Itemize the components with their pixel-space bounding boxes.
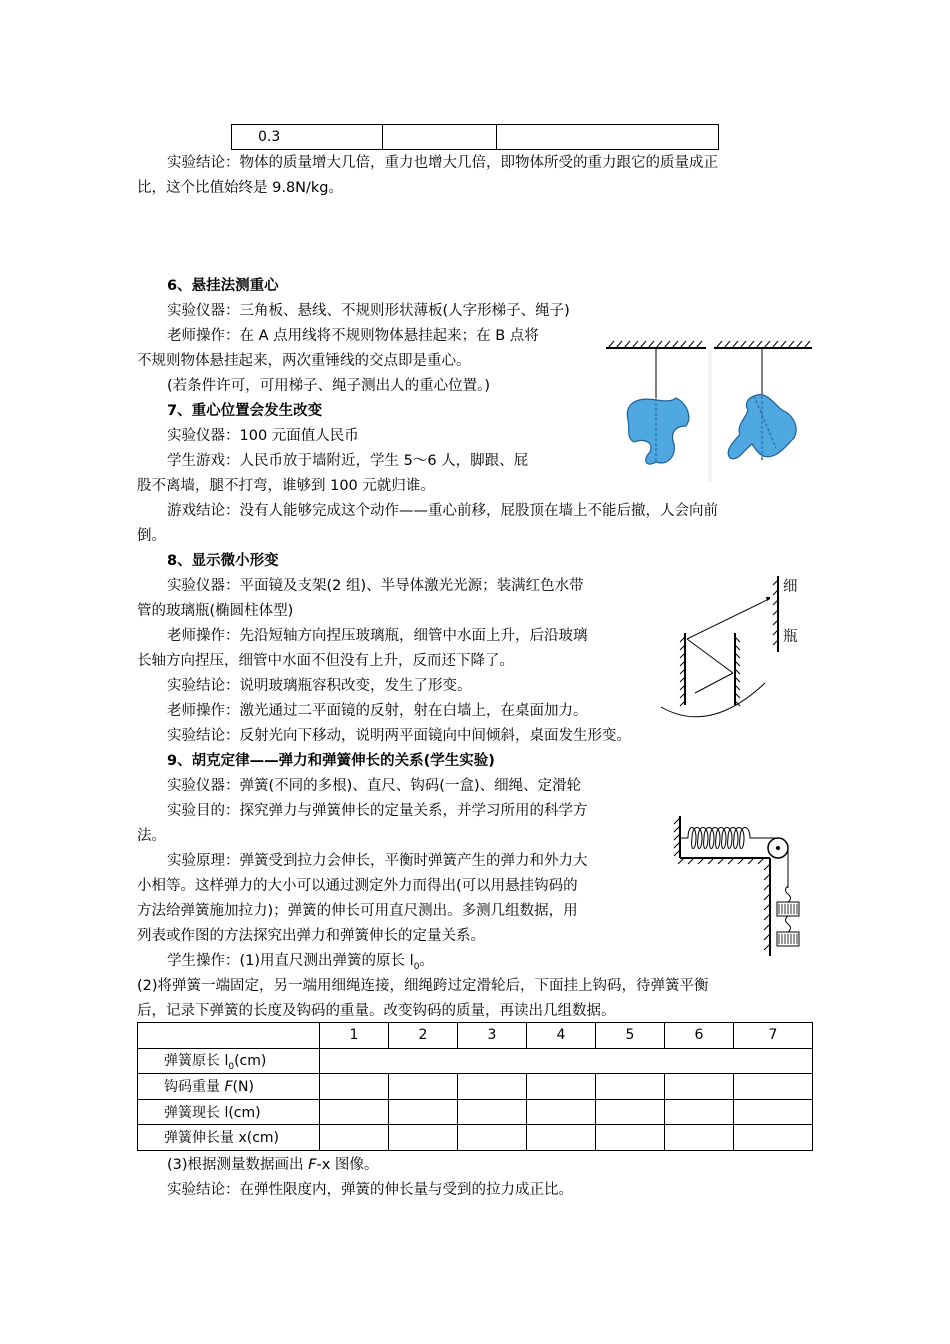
table-cell (734, 1125, 813, 1151)
section5-conclusion-line1: 实验结论：物体的质量增大几倍，重力也增大几倍，即物体所受的重力跟它的质量成正 (167, 155, 718, 171)
section6-note: (若条件许可，可用梯子、绳子测出人的重心位置。) (167, 378, 491, 394)
top-table (231, 124, 719, 150)
row-label-current-length: 弹簧现长 l(cm) (138, 1099, 320, 1125)
section7-title: 7、重心位置会发生改变 (167, 403, 323, 419)
table-cell (527, 1125, 596, 1151)
section8-title: 8、显示微小形变 (167, 553, 279, 569)
table-cell (734, 1099, 813, 1125)
row-label-original-length (138, 1048, 320, 1074)
table-row (232, 125, 719, 150)
table-surface-arc (661, 683, 765, 717)
section9-step2-line1: (2)将弹簧一端固定，另一端用细绳连接，细绳跨过定滑轮后，下面挂上钩码，待弹簧平衡 (137, 978, 709, 994)
column-header: 7 (734, 1023, 813, 1049)
section7-conclusion-line1: 游戏结论：没有人能够完成这个动作——重心前移，屁股顶在墙上不能后撤，人会向前 (167, 503, 718, 519)
table-cell (389, 1099, 458, 1125)
step3-post: -x 图像。 (316, 1157, 379, 1173)
step3-italic: F (308, 1157, 317, 1173)
laser-incident (695, 673, 733, 693)
section8-conclusion1: 实验结论：说明玻璃瓶容积改变，发生了形变。 (167, 678, 472, 694)
section8-operation1-line1: 老师操作：先沿短轴方向捏压玻璃瓶，细管中水面上升，后沿玻璃 (167, 628, 588, 644)
table-header-row (138, 1023, 813, 1049)
section8-equipment-line2: 管的玻璃瓶(椭圆柱体型) (137, 603, 294, 619)
column-header: 1 (320, 1023, 389, 1049)
section9-title: 9、胡克定律——弹力和弹簧伸长的关系(学生实验) (167, 753, 495, 769)
spring-pulley-figure (668, 808, 808, 958)
table-cell (389, 1125, 458, 1151)
section9-purpose-line2: 法。 (137, 828, 166, 844)
column-header: 6 (665, 1023, 734, 1049)
table-cell (320, 1125, 389, 1151)
row-label-weight (138, 1074, 320, 1100)
table-row (138, 1048, 813, 1074)
table-cell (389, 1074, 458, 1100)
step3-pre: (3)根据测量数据画出 (167, 1157, 309, 1173)
table-cell (734, 1074, 813, 1100)
column-header: 5 (596, 1023, 665, 1049)
suspension-figure (604, 334, 814, 484)
step1-end: 。 (419, 953, 434, 969)
table-cell (596, 1099, 665, 1125)
ceiling-hatch-right (714, 341, 812, 348)
laser-reflect-1 (687, 639, 733, 673)
section7-equipment: 实验仪器：100 元面值人民币 (167, 428, 359, 444)
section8-operation2: 老师操作：激光通过二平面镜的反射，射在白墙上，在桌面加力。 (167, 703, 588, 719)
row-label-extension: 弹簧伸长量 x(cm) (138, 1125, 320, 1151)
table-cell (665, 1074, 734, 1100)
hooke-data-table (137, 1022, 813, 1151)
section9-purpose-line1: 实验目的：探究弹力与弹簧伸长的定量关系，并学习所用的科学方 (167, 803, 588, 819)
section6-operation-line2: 不规则物体悬挂起来，两次重锤线的交点即是重心。 (137, 353, 471, 369)
table-cell (383, 125, 497, 150)
table-cell: 0.3 (232, 125, 383, 150)
figure-label-bottom: 瓶 (783, 629, 798, 645)
section8-conclusion2: 实验结论：反射光向下移动，说明两平面镜向中间倾斜，桌面发生形变。 (167, 728, 631, 744)
row-label-unit: (N) (232, 1079, 254, 1096)
table-cell (320, 1074, 389, 1100)
table-cell (527, 1074, 596, 1100)
row-label-subscript: 0 (228, 1061, 235, 1072)
table-cell (458, 1099, 527, 1125)
section8-operation1-line2: 长轴方向捏压，细管中水面不但没有上升，反而还下降了。 (137, 653, 514, 669)
hook-icon (786, 886, 791, 902)
row-label-text: 弹簧原长 l (164, 1052, 229, 1069)
table-cell (458, 1125, 527, 1151)
column-header: 4 (527, 1023, 596, 1049)
section9-principle-line3: 方法给弹簧施加拉力)；弹簧的伸长可用直尺测出。多测几组数据，用 (137, 903, 578, 919)
pulley-axle (776, 846, 780, 850)
divider (708, 350, 712, 482)
section7-game-line1: 学生游戏：人民币放于墙附近，学生 5～6 人，脚跟、屁 (167, 453, 529, 469)
ceiling-hatch-left (606, 341, 706, 348)
table-cell (320, 1099, 389, 1125)
table-cell (320, 1048, 813, 1074)
section9-step3 (137, 1153, 813, 1178)
laser-reflect-2 (687, 597, 770, 639)
section9-principle-line1: 实验原理：弹簧受到拉力会伸长，平衡时弹簧产生的弹力和外力大 (167, 853, 588, 869)
mirror-laser-figure (655, 575, 770, 725)
section6-equipment: 实验仪器：三角板、悬线、不规则形状薄板(人字形梯子、绳子) (167, 303, 570, 319)
column-header: 2 (389, 1023, 458, 1049)
section9-equipment: 实验仪器：弹簧(不同的多根)、直尺、钩码(一盒)、细绳、定滑轮 (167, 778, 582, 794)
section7-conclusion-line2: 倒。 (137, 528, 166, 544)
section6-operation-line1: 老师操作：在 A 点用线将不规则物体悬挂起来；在 B 点将 (167, 328, 539, 344)
section8-equipment-line1: 实验仪器：平面镜及支架(2 组)、半导体激光光源；装满红色水带 (167, 578, 584, 594)
table-row (138, 1125, 813, 1151)
row-label-italic: F (224, 1079, 233, 1096)
step1-subscript: 0 (413, 961, 420, 972)
section7-game-line2: 股不离墙，腿不打弯，谁够到 100 元就归谁。 (137, 478, 435, 494)
section5-conclusion-line2: 比，这个比值始终是 9.8N/kg。 (137, 180, 344, 196)
table-cell (458, 1074, 527, 1100)
section6-title: 6、悬挂法测重心 (167, 278, 279, 294)
table-cell (665, 1125, 734, 1151)
row-label-unit: (cm) (234, 1052, 267, 1069)
hook-icon-2 (786, 916, 791, 932)
wall-figure (772, 574, 782, 654)
table-cell (527, 1099, 596, 1125)
row-label-text: 钩码重量 (164, 1079, 225, 1096)
table-cell (596, 1074, 665, 1100)
table-row (138, 1074, 813, 1100)
weight-stripes-2 (779, 934, 797, 944)
step1-text: 学生操作：(1)用直尺测出弹簧的原长 l (167, 953, 414, 969)
section9-principle-line2: 小相等。这样弹力的大小可以通过测定外力而得出(可以用悬挂钩码的 (137, 878, 578, 894)
figure-label-top: 细 (783, 579, 798, 595)
spring-coil (680, 828, 754, 849)
section9-principle-line4: 列表或作图的方法探究出弹力和弹簧伸长的定量关系。 (137, 928, 485, 944)
column-header: 3 (458, 1023, 527, 1049)
section9-step2-line2: 后，记录下弹簧的长度及钩码的重量。改变钩码的质量，再读出几组数据。 (137, 1003, 616, 1019)
table-row (138, 1099, 813, 1125)
table-cell (497, 125, 719, 150)
section9-conclusion: 实验结论：在弹性限度内，弹簧的伸长量与受到的拉力成正比。 (167, 1182, 573, 1198)
table-corner-cell (138, 1023, 320, 1049)
table-cell (596, 1125, 665, 1151)
weight-stripes-1 (779, 904, 797, 914)
irregular-plate-a (627, 398, 689, 464)
table-cell (665, 1099, 734, 1125)
